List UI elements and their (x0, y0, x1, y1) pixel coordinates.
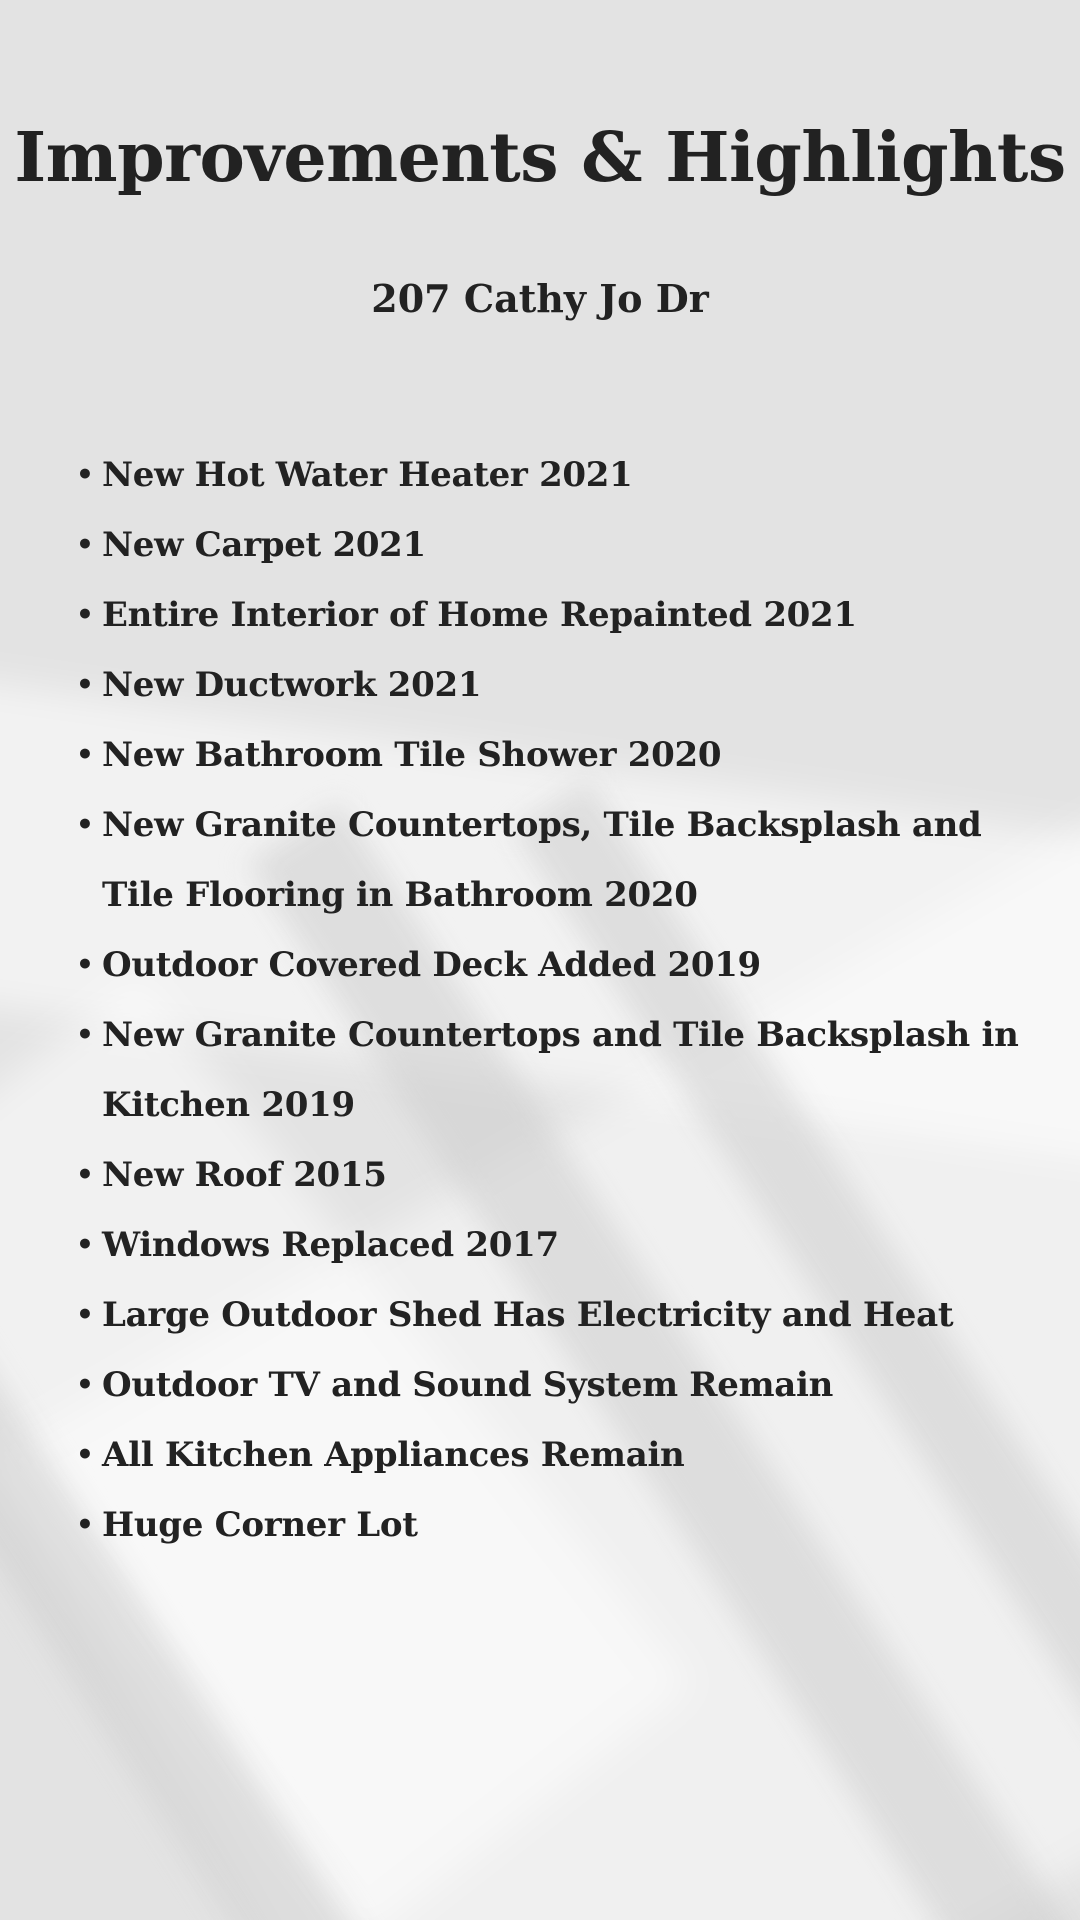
highlights-list (102, 440, 1042, 1560)
list-item: • Large Outdoor Shed Has Electricity and Heat (102, 1280, 1042, 1350)
list-item: • New Roof 2015 (102, 1140, 1042, 1210)
list-item: • New Granite Countertops, Tile Backsplash and Tile Flooring in Bathroom 2020 (102, 790, 1042, 930)
list-item: • Entire Interior of Home Repainted 2021 (102, 580, 1042, 650)
list-item: • All Kitchen Appliances Remain (102, 1420, 1042, 1490)
list-item: • Huge Corner Lot (102, 1490, 1042, 1560)
list-item: • New Hot Water Heater 2021 (102, 440, 1042, 510)
list-item: • New Granite Countertops and Tile Backsplash in Kitchen 2019 (102, 1000, 1042, 1140)
list-item: • New Carpet 2021 (102, 510, 1042, 580)
page-title: Improvements & Highlights (14, 118, 1066, 198)
list-item: • Windows Replaced 2017 (102, 1210, 1042, 1280)
list-item: • Outdoor TV and Sound System Remain (102, 1350, 1042, 1420)
list-item: • New Ductwork 2021 (102, 650, 1042, 720)
property-address: 207 Cathy Jo Dr (371, 276, 709, 321)
list-item: • New Bathroom Tile Shower 2020 (102, 720, 1042, 790)
list-item: • Outdoor Covered Deck Added 2019 (102, 930, 1042, 1000)
